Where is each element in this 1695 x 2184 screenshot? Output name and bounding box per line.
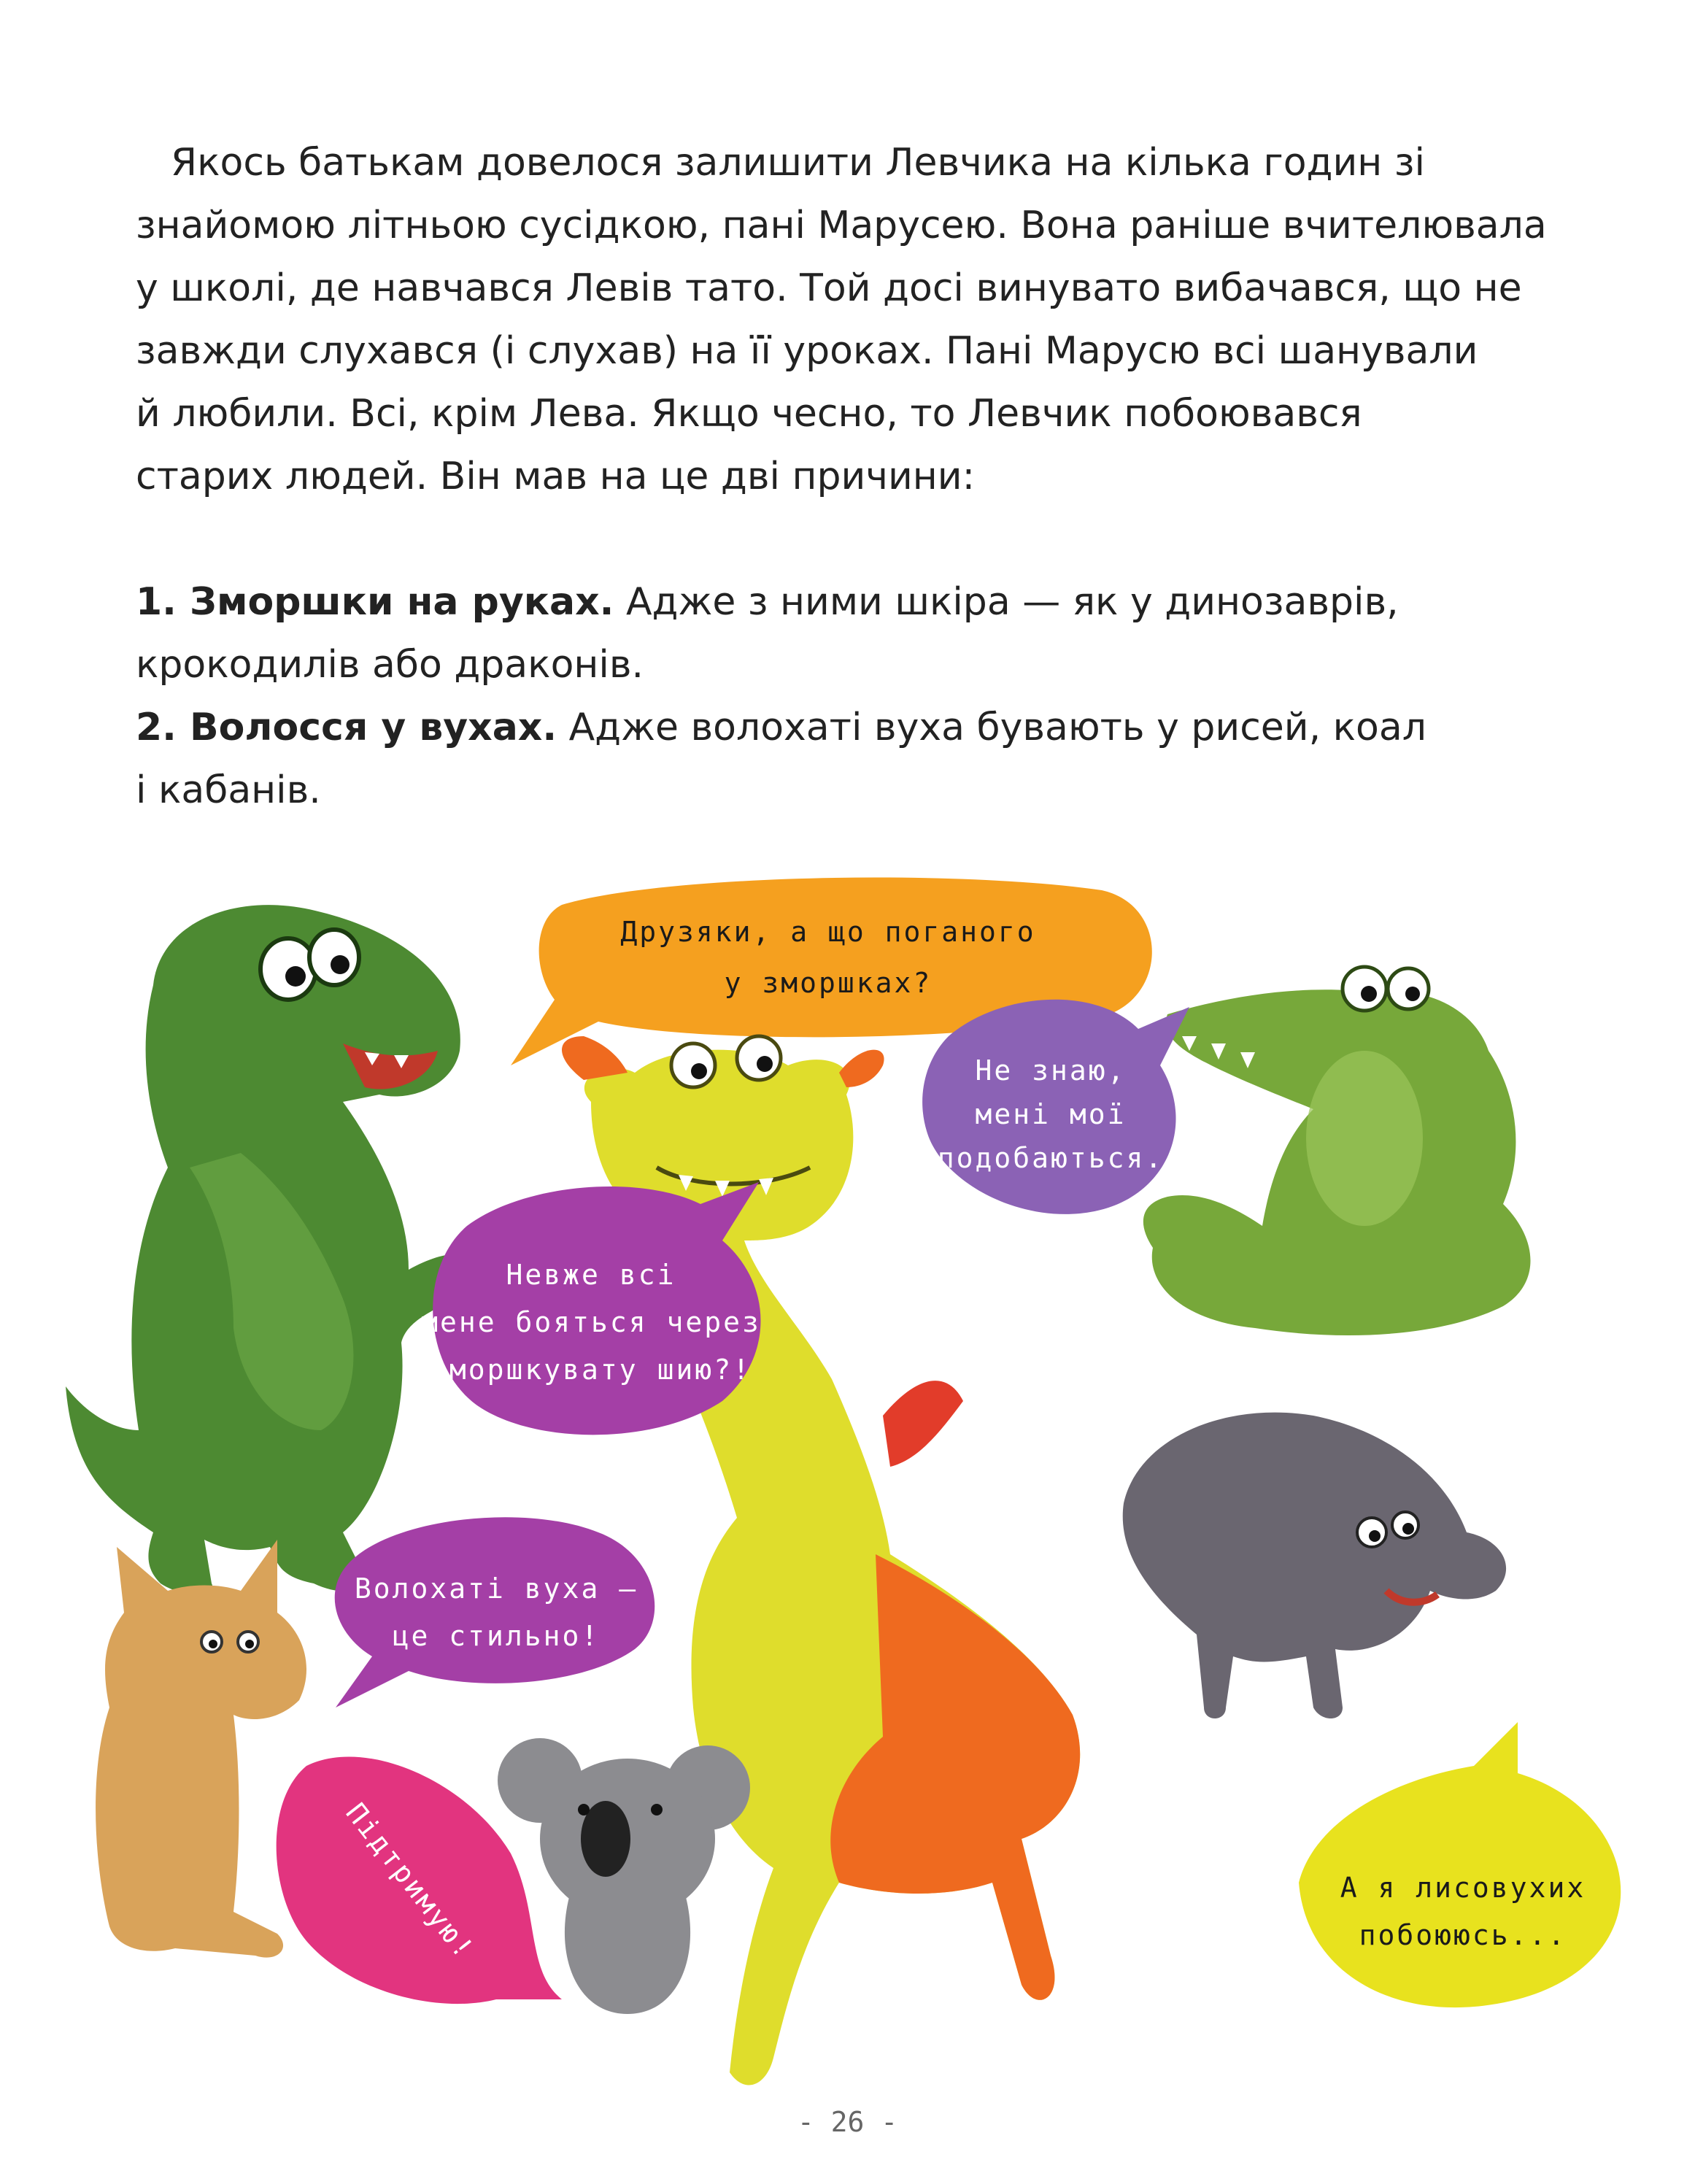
text-line: Якось батькам довелося залишити Левчика на кілька годин зі	[171, 141, 1425, 185]
page-number: - 26 -	[797, 2106, 898, 2138]
text-line: знайомою літньою сусідкою, пані Марусею. Вона раніше вчителювала	[136, 204, 1547, 247]
reason-2-cont: і кабанів.	[136, 768, 321, 812]
reason-1	[136, 571, 1595, 633]
illustration	[0, 861, 1695, 2184]
text-line: у школі, де навчався Левів тато. Той досі винувато вибачався, що не	[136, 266, 1522, 310]
bubble-trex-line-2: у зморшках?	[724, 967, 933, 999]
reason-2-text: Адже волохаті вуха бувають у рисей, коал	[557, 706, 1426, 749]
crocodile-illustration	[1143, 967, 1531, 1335]
reason-1-cont: крокодилів або драконів.	[136, 643, 644, 687]
bubble-boar-line-2: побоююсь...	[1359, 1919, 1567, 1951]
bubble-lynx-line-1: Волохаті вуха —	[354, 1573, 638, 1605]
reason-1-text: Адже з ними шкіра — як у динозаврів,	[614, 580, 1399, 624]
bubble-croc-line-3: подобаються.	[937, 1142, 1165, 1174]
bubble-lynx-line-2: це стильно!	[392, 1620, 601, 1652]
reason-1-title: 1. Зморшки на руках.	[136, 580, 614, 624]
speech-bubble-lynx	[335, 1517, 655, 1708]
text-line: й любили. Всі, крім Лева. Якщо чесно, то Левчик побоювався	[136, 392, 1362, 436]
reason-2	[136, 696, 1595, 759]
bubble-croc-line-2: мені мої	[975, 1098, 1127, 1130]
speech-bubble-boar	[1299, 1722, 1621, 2007]
text-line: старих людей. Він мав на це дві причини:	[136, 455, 976, 498]
bubble-dragon-line-1: Невже всі	[506, 1259, 676, 1291]
bubble-boar-line-1: А я лисовухих	[1340, 1872, 1586, 1904]
trex-illustration	[66, 905, 481, 1594]
bubble-croc-line-1: Не знаю,	[975, 1054, 1127, 1087]
speech-bubble-dragon	[421, 1182, 761, 1435]
lynx-illustration	[96, 1540, 306, 1958]
bubble-dragon-line-2: мене бояться через	[421, 1306, 761, 1338]
bubble-trex-line-1: Друзяки, а що поганого	[620, 916, 1036, 948]
reason-2-title: 2. Волосся у вухах.	[136, 706, 557, 749]
bubble-dragon-line-3: зморшкувату шию?!	[430, 1354, 752, 1386]
speech-bubble-croc	[922, 1000, 1189, 1214]
bubble-koala-text: Підтримую!	[339, 1797, 482, 1966]
text-line: завжди слухався (і слухав) на її уроках. Пані Марусю всі шанували	[136, 329, 1478, 373]
boar-illustration	[1123, 1413, 1506, 1718]
story-text	[136, 131, 1595, 822]
